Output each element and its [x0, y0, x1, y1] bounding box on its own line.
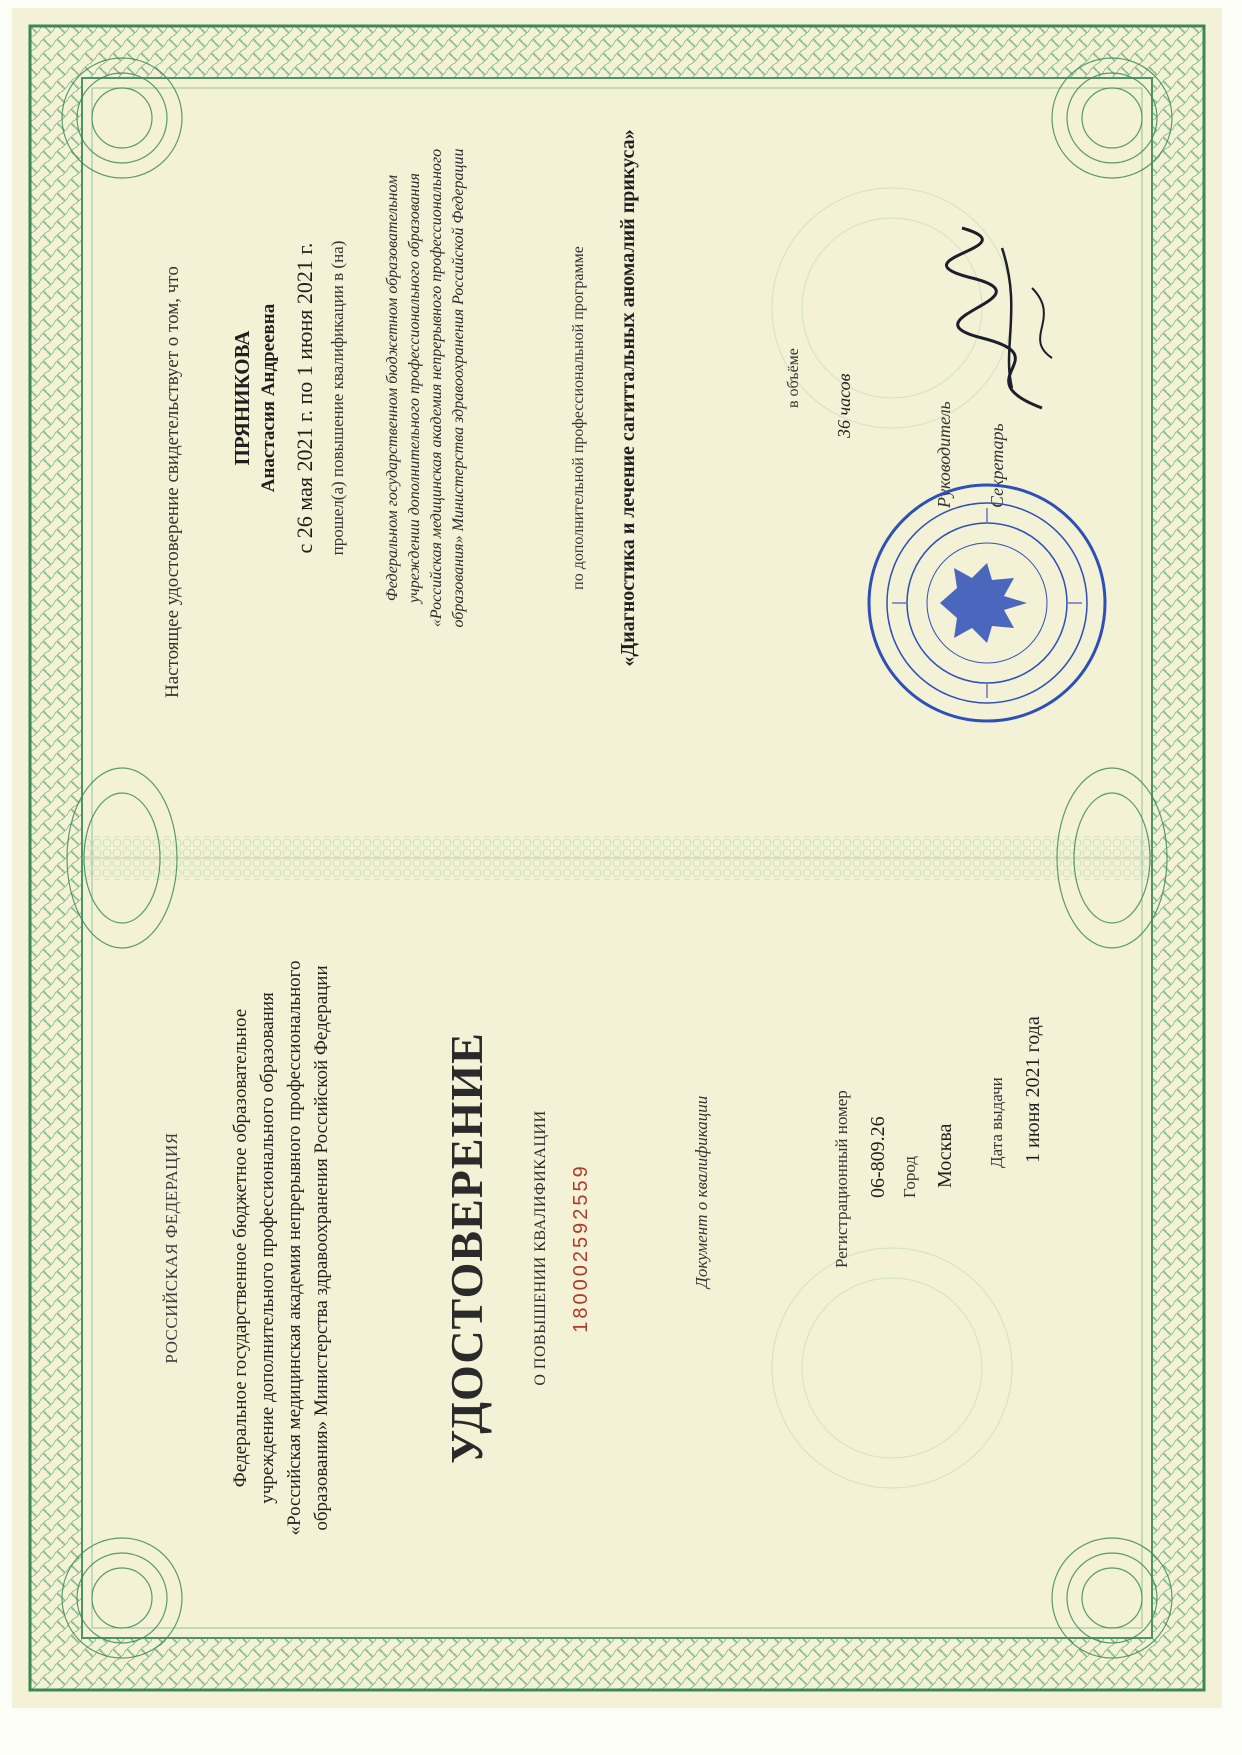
training-institution — [382, 78, 470, 698]
document-type: Документ о квалификации — [692, 1095, 711, 1288]
country-heading: РОССИЙСКАЯ ФЕДЕРАЦИЯ — [162, 1132, 181, 1364]
issuer-line: «Российская медицинская академия непрерывного профессионального — [284, 960, 305, 1536]
issuer-line: Федеральное государственное бюджетное образовательное — [230, 1008, 251, 1488]
registration-label: Регистрационный номер — [832, 1090, 851, 1268]
issuer-organization — [227, 938, 335, 1558]
city-label: Город — [900, 1156, 919, 1198]
volume-value: 36 часов — [834, 373, 854, 438]
volume-label: в объёме — [785, 348, 802, 408]
head-signature-label: Руководитель — [934, 401, 954, 508]
signature — [942, 218, 1072, 418]
secretary-signature-label: Секретарь — [987, 423, 1007, 508]
document-number: 180002592559 — [570, 1163, 592, 1333]
certification-statement: Настоящее удостоверение свидетельствует о том, что — [162, 266, 183, 698]
institution-line: Федеральном государственном бюджетном образовательном — [384, 174, 401, 602]
institution-line: «Российская медицинская академия непрерывного профессионального — [428, 148, 445, 628]
holder-surname: ПРЯНИКОВА — [230, 330, 254, 466]
city-value: Москва — [934, 1123, 956, 1188]
issuer-line: учреждение дополнительного профессионального образования — [257, 992, 278, 1504]
issuer-line: образования» Министерства здравоохранения Российской Федерации — [311, 965, 332, 1531]
issue-date-label: Дата выдачи — [987, 1077, 1006, 1168]
official-seal — [862, 478, 1112, 728]
registration-number: 06-809.26 — [867, 1116, 889, 1198]
document-subtitle: О ПОВЫШЕНИИ КВАЛИФИКАЦИИ — [532, 1110, 549, 1386]
institution-line: образования» Министерства здравоохранения Российской Федерации — [450, 148, 467, 628]
document-title: УДОСТОВЕРЕНИЕ — [441, 1032, 492, 1464]
issue-date-value: 1 июня 2021 года — [1022, 1016, 1044, 1163]
program-name: «Диагностика и лечение сагиттальных аномалий прикуса» — [617, 129, 639, 667]
certificate-content — [12, 8, 1222, 1708]
holder-given-name: Анастасия Андреевна — [258, 303, 279, 493]
institution-line: учреждении дополнительного профессионального образования — [406, 173, 423, 603]
program-intro: по дополнительной профессиональной программе — [570, 246, 587, 590]
training-period: с 26 мая 2021 г. по 1 июня 2021 г. — [292, 242, 317, 554]
training-statement: прошел(а) повышение квалификации в (на) — [328, 240, 347, 556]
certificate-sheet — [12, 8, 1222, 1708]
